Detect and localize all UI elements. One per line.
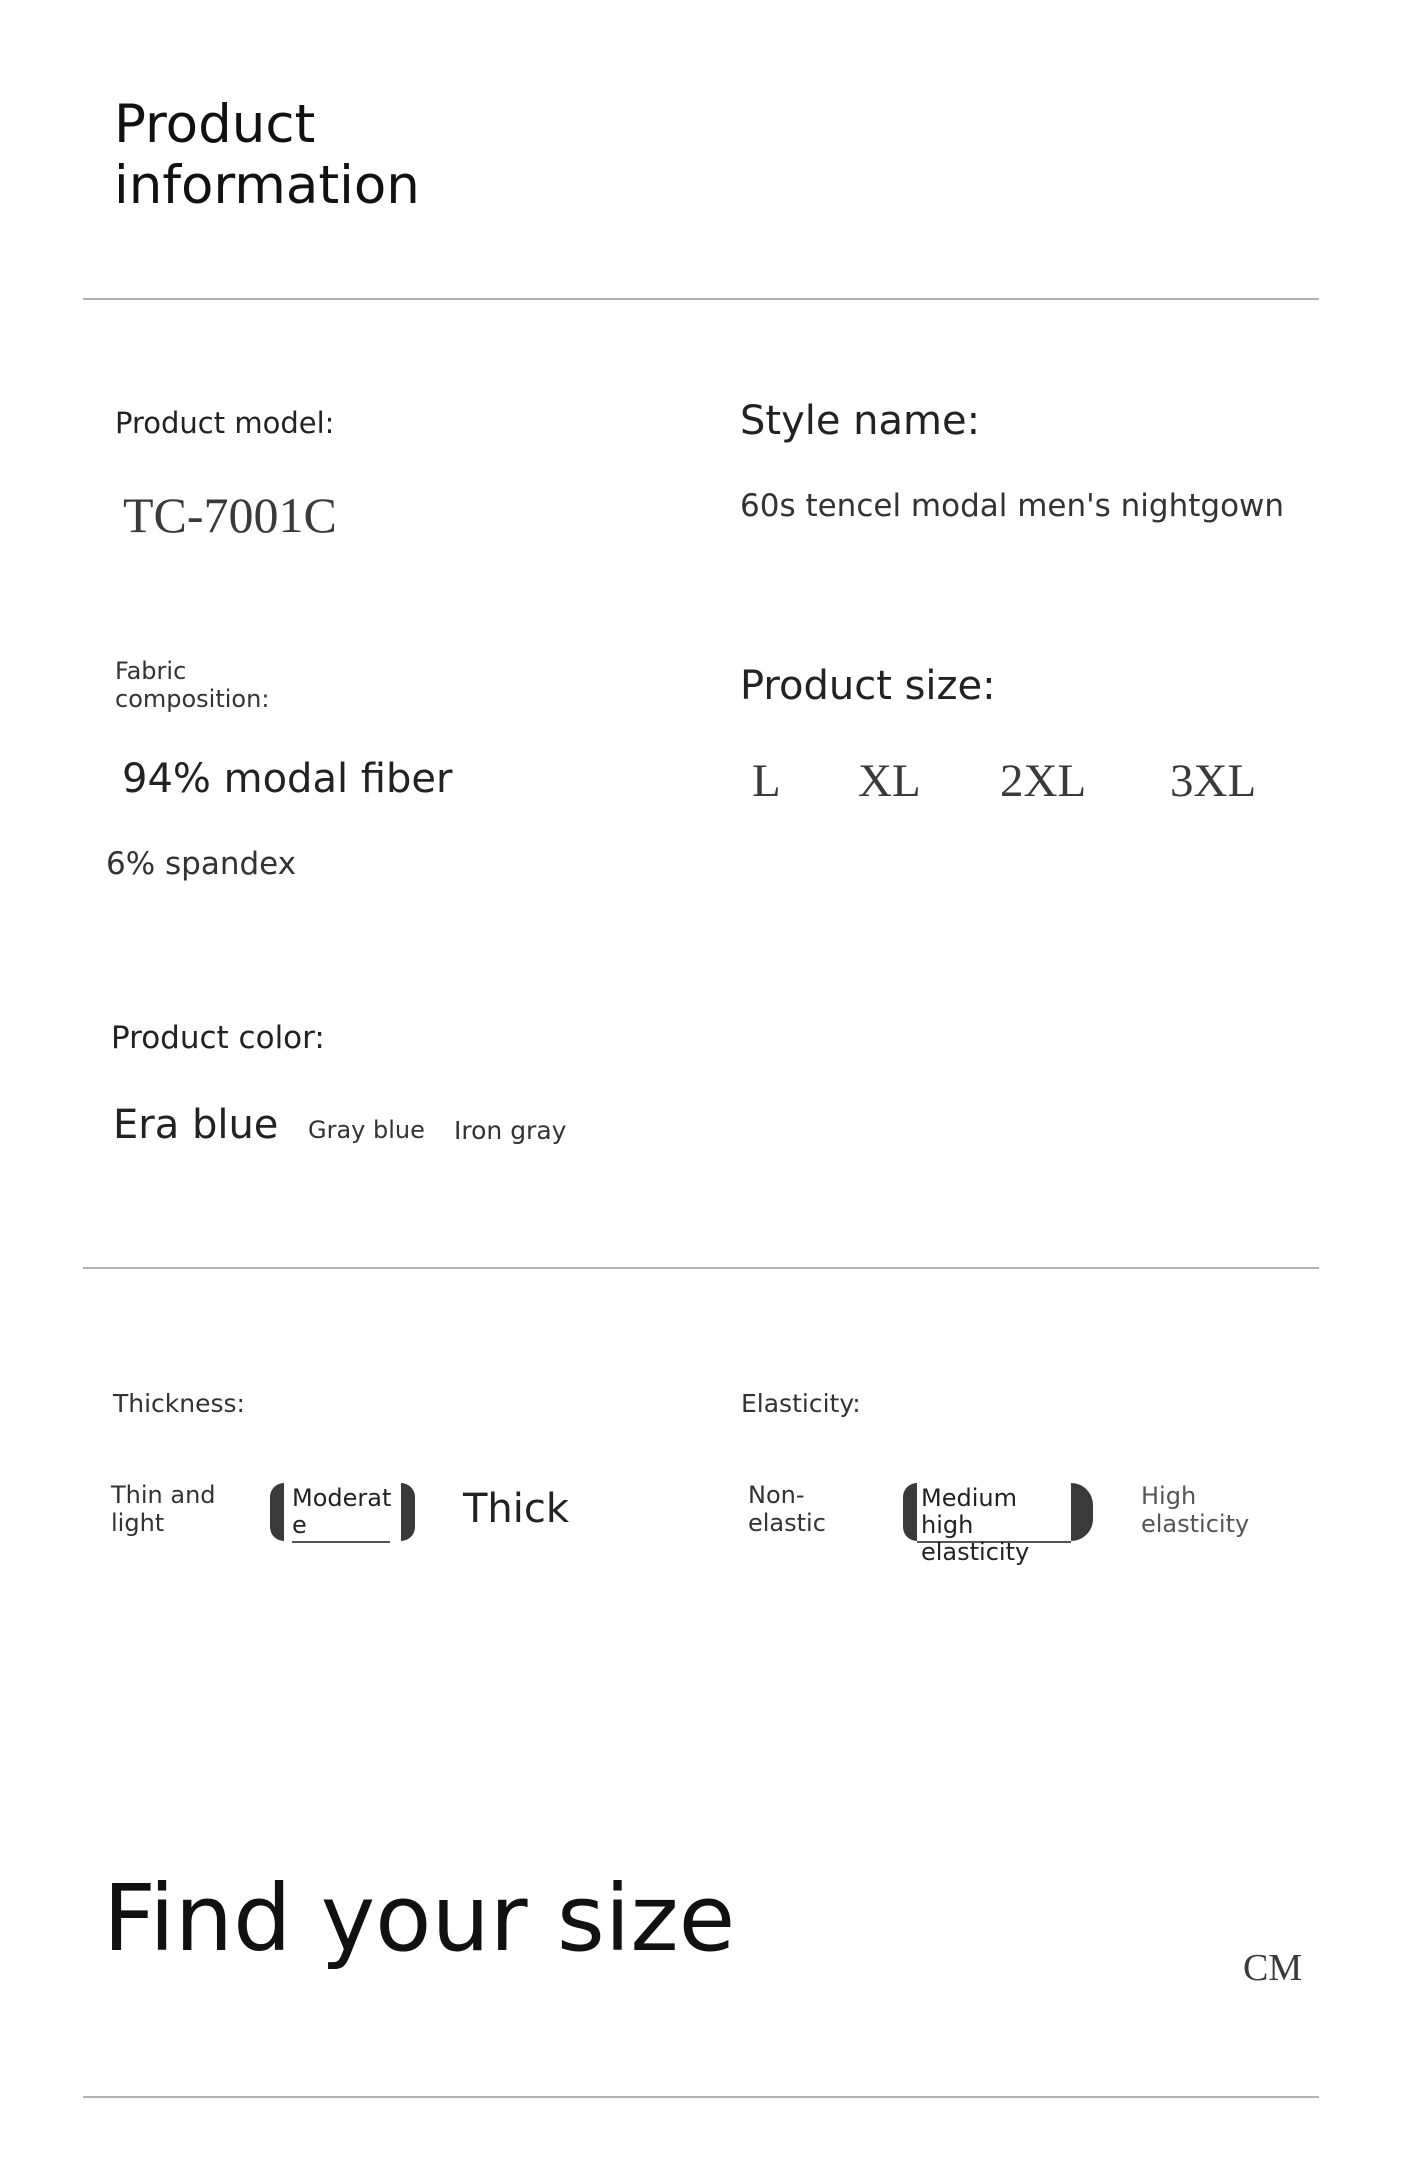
thickness-option-thin-light: [111, 1481, 221, 1537]
style-name-value: 60s tencel modal men's nightgown: [740, 488, 1285, 524]
thickness-option2-line2: e: [292, 1511, 307, 1539]
fabric-label-line2: composition:: [115, 685, 270, 713]
thickness-option1-line2: light: [111, 1509, 165, 1537]
elasticity-option1-line1: Non-: [748, 1481, 805, 1509]
color-option-gray-blue: Gray blue: [308, 1116, 425, 1144]
thickness-option-thick: Thick: [463, 1486, 570, 1532]
pill-left-cap: [270, 1483, 284, 1541]
divider-middle: [83, 1267, 1319, 1269]
product-color-label: Product color:: [111, 1020, 325, 1056]
fabric-secondary: 6% spandex: [106, 846, 297, 882]
elasticity-option-medium-high-selected: [903, 1483, 1093, 1566]
thickness-option2-text: [292, 1485, 404, 1539]
size-option-2xl: 2XL: [1000, 755, 1087, 807]
elasticity-label: Elasticity:: [741, 1389, 861, 1418]
page-title: [114, 94, 514, 216]
divider-top: [83, 298, 1319, 300]
size-option-xl: XL: [858, 755, 921, 807]
elasticity-option-high: [1141, 1482, 1271, 1538]
fabric-label-line1: Fabric: [115, 657, 187, 685]
divider-bottom: [83, 2096, 1319, 2098]
elasticity-option2-line1: Medium high: [921, 1484, 1017, 1539]
style-name-label: Style name:: [740, 398, 981, 444]
pill-underline: [292, 1541, 390, 1543]
thickness-option2-line1: Moderat: [292, 1484, 392, 1512]
elasticity-option1-line2: elastic: [748, 1509, 826, 1537]
unit-label: CM: [1243, 1947, 1303, 1989]
fabric-primary: 94% modal fiber: [122, 756, 453, 802]
color-option-iron-gray: Iron gray: [454, 1116, 567, 1145]
product-size-label: Product size:: [740, 663, 996, 709]
elasticity-option2-text: [921, 1485, 1071, 1566]
page-title-line2: information: [114, 155, 420, 216]
fabric-label: [115, 657, 269, 713]
thickness-label: Thickness:: [113, 1389, 245, 1418]
elasticity-option-non-elastic: [748, 1481, 848, 1537]
thickness-option-moderate-selected: [270, 1483, 415, 1541]
thickness-option1-line1: Thin and: [111, 1481, 216, 1509]
pill-right-cap: [1071, 1483, 1093, 1541]
elasticity-option3-line1: High: [1141, 1482, 1197, 1510]
page-title-line1: Product: [114, 94, 316, 155]
find-your-size-title: Find your size: [103, 1865, 736, 1972]
product-model-value: TC-7001C: [123, 487, 337, 543]
pill-left-cap: [903, 1483, 917, 1541]
product-model-label: Product model:: [115, 406, 335, 440]
elasticity-option2-line2: elasticity: [921, 1538, 1030, 1566]
size-option-l: L: [752, 755, 781, 807]
color-option-era-blue: Era blue: [113, 1102, 279, 1148]
size-option-3xl: 3XL: [1170, 755, 1257, 807]
elasticity-option3-line2: elasticity: [1141, 1510, 1250, 1538]
